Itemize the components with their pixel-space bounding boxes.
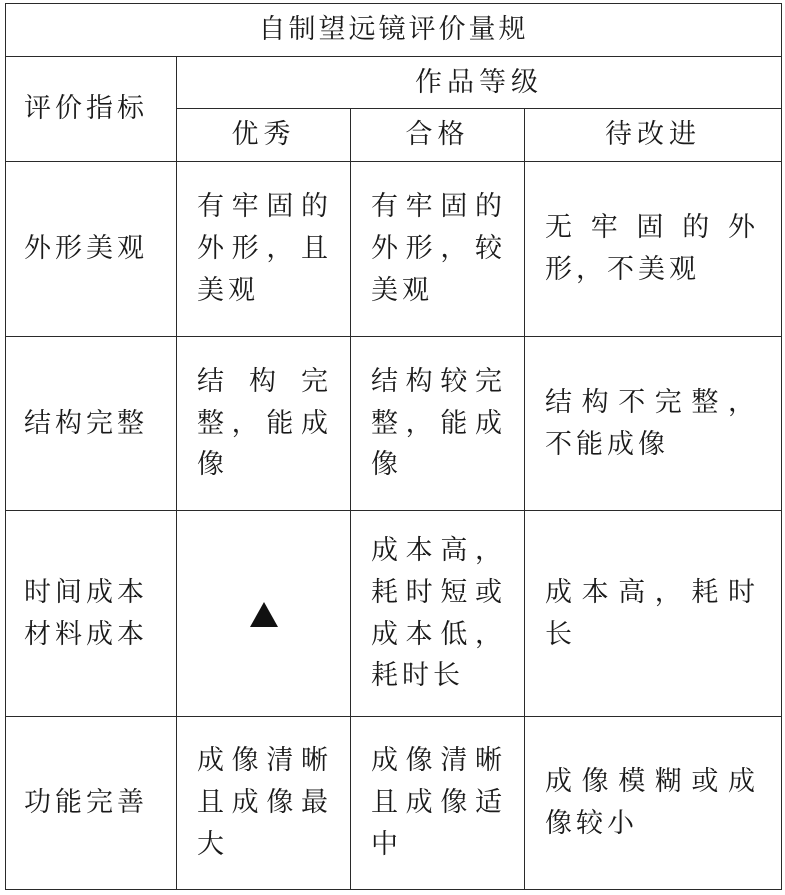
structure-pass: 结构较完整，能成像 bbox=[351, 337, 525, 511]
cost-excellent bbox=[177, 511, 351, 717]
evaluation-rubric-table bbox=[5, 3, 782, 890]
indicator-function: 功能完善 bbox=[6, 717, 177, 890]
structure-excellent: 结构完整，能成像 bbox=[177, 337, 351, 511]
appearance-improve: 无牢固的外形，不美观 bbox=[525, 162, 782, 337]
level-pass-header: 合格 bbox=[351, 109, 525, 162]
header-row-1 bbox=[6, 57, 782, 109]
cost-pass: 成本高，耗时短或成本低，耗时长 bbox=[351, 511, 525, 717]
table-row bbox=[6, 162, 782, 337]
level-improve-header: 待改进 bbox=[525, 109, 782, 162]
black-triangle-icon bbox=[250, 602, 278, 627]
structure-improve: 结构不完整，不能成像 bbox=[525, 337, 782, 511]
indicator-cost bbox=[6, 511, 177, 717]
table-title: 自制望远镜评价量规 bbox=[6, 4, 782, 57]
table-row bbox=[6, 337, 782, 511]
grade-header: 作品等级 bbox=[177, 57, 782, 109]
level-excellent-header: 优秀 bbox=[177, 109, 351, 162]
function-pass: 成像清晰且成像适中 bbox=[351, 717, 525, 890]
function-improve: 成像模糊或成像较小 bbox=[525, 717, 782, 890]
table-row bbox=[6, 511, 782, 717]
appearance-pass: 有牢固的外形，较美观 bbox=[351, 162, 525, 337]
indicator-structure: 结构完整 bbox=[6, 337, 177, 511]
table-row bbox=[6, 717, 782, 890]
indicator-appearance: 外形美观 bbox=[6, 162, 177, 337]
appearance-excellent: 有牢固的外形，且美观 bbox=[177, 162, 351, 337]
indicator-cost-line-1: 时间成本 bbox=[24, 576, 148, 608]
function-excellent: 成像清晰且成像最大 bbox=[177, 717, 351, 890]
title-row bbox=[6, 4, 782, 57]
cost-improve: 成本高，耗时长 bbox=[525, 511, 782, 717]
indicator-cost-line-2: 材料成本 bbox=[24, 618, 148, 650]
indicator-header: 评价指标 bbox=[6, 57, 177, 162]
